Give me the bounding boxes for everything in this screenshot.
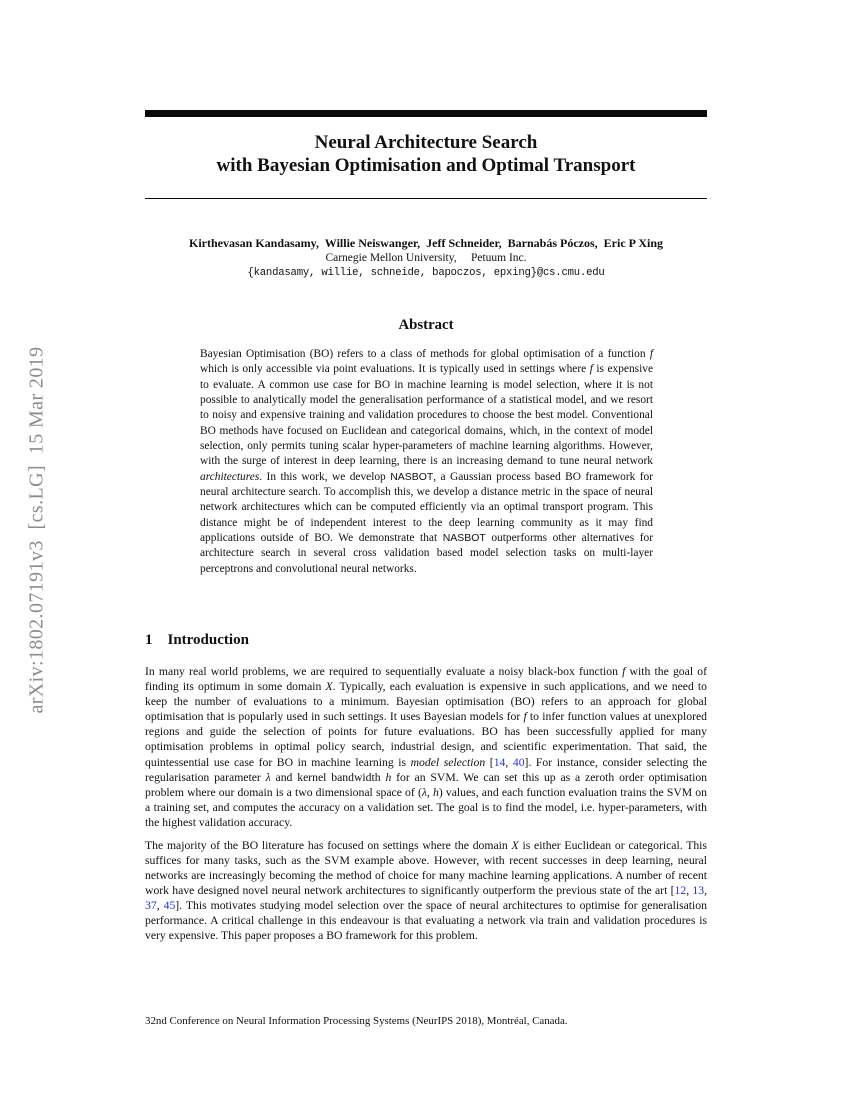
citation-link[interactable]: 45 [163,898,176,912]
paper-title-line2: with Bayesian Optimisation and Optimal Transport [216,155,636,176]
abstract-text: Bayesian Optimisation (BO) refers to a class of methods for global optimisation of a function f which is only accessible via point evaluations. It is typically used in settings where f is expensive to evaluate. A common use case for BO in machine learning is model selection, where it is not possible to analytically model the generalisation performance of a statistical model, and we resort to noisy and expensive training and validation procedures to choose the best model. Conventional BO methods have focused on Euclidean and categorical domains, which, in the context of model selection, only permits tuning scalar hyper-parameters of machine learning algorithms. However, with the surge of interest in deep learning, there is an increasing demand to tune neural network architectures. In this work, we develop NASBOT, a Gaussian process based BO framework for neural architecture search. To accomplish this, we develop a distance metric in the space of neural network architectures which can be computed efficiently via an optimal transport program. This distance might be of independent interest to the deep learning community as it may find applications outside of BO. We demonstrate that NASBOT outperforms other alternatives for architecture search in several cross validation based model selection tasks on multi-layer perceptrons and convolutional neural networks. [200,348,654,575]
introduction-paragraph-1: In many real world problems, we are required to sequentially evaluate a noisy black-box function f with the goal of finding its optimum in some domain X. Typically, each evaluation is expensive in such applications, and we need to keep the number of evaluations to a minimum. Bayesian optimisation (BO) refers to an approach for global optimisation that is popularly used in such settings. It uses Bayesian models for f to infer function values at unexplored regions and guide the selection of points for future evaluations. BO has been successfully applied for many optimisation problems in optimal policy search, industrial design, and scientific experimentation. That said, the quintessential use case for BO in machine learning is model selection [14, 40]. For instance, consider selecting the regularisation parameter λ and kernel bandwidth h for an SVM. We can set this up as a zeroth order optimisation problem where our domain is a two dimensional space of (λ, h) values, and each function evaluation trains the SVM on a training set, and computes the accuracy on a validation set. The goal is to find the model, i.e. hyper-parameters, with the highest validation accuracy. [145,665,708,829]
citation-link[interactable]: 37 [145,898,157,912]
citation-link[interactable]: 13 [692,883,705,897]
authors-affiliation: Carnegie Mellon University, Petuum Inc. [325,252,527,264]
authors-names: Kirthevasan Kandasamy, Willie Neiswanger, Jeff Schneider, Barnabás Póczos, Eric P Xing [188,236,664,250]
paper-title-line1: Neural Architecture Search [314,132,538,153]
title-bottom-rule [145,198,707,199]
citation-link[interactable]: 12 [674,883,687,897]
authors-email: {kandasamy, willie, schneide, bapoczos, epxing}@cs.cmu.edu [247,267,605,279]
paper-title [145,131,707,177]
citation-link[interactable]: 40 [512,755,525,769]
introduction-paragraph-2: The majority of the BO literature has focused on settings where the domain X is either Euclidean or categorical. This suffices for many tasks, such as the SVM example above. However, with recent successes in deep learning, neural networks are increasingly becoming the method of choice for many machine learning applications. A number of recent work have designed novel neural network architectures to significantly outperform the previous state of the art [12, 13, 37, 45]. This motivates studying model selection over the space of neural architectures to optimise for generalisation performance. A critical challenge in this endeavour is that evaluating a network via train and validation procedures is very expensive. This paper proposes a BO framework for this problem. [145,838,707,943]
citation-link[interactable]: 14 [493,755,506,769]
authors-block [125,235,727,281]
abstract-heading: Abstract [398,317,454,333]
section-heading-introduction [145,632,707,649]
section-title: Introduction [167,632,249,648]
section-number: 1 [145,632,153,648]
arxiv-stamp: arXiv:1802.07191v3 [cs.LG] 15 Mar 2019 [25,346,48,714]
conference-footnote: 32nd Conference on Neural Information Processing Systems (NeurIPS 2018), Montréal, Canada. [145,1015,568,1027]
introduction-body [145,664,707,943]
title-top-rule [145,110,707,117]
